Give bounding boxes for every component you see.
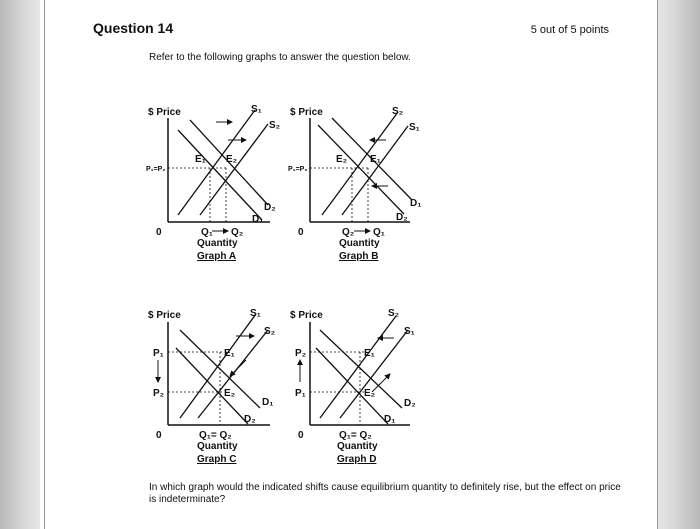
graph-d-quantity-axis: Quantity	[337, 441, 378, 452]
graph-d-d2-label: D₂	[404, 398, 416, 409]
graph-b-e2-label: E₂	[336, 154, 348, 165]
graph-b-d2-label: D₂	[396, 212, 408, 223]
graph-b-caption: Graph B	[339, 251, 379, 262]
graph-a-quantity-axis: Quantity	[197, 238, 238, 249]
graph-a-d2-label: D₂	[264, 202, 276, 213]
question-title: Question 14	[93, 20, 174, 36]
graph-a-s2-label: S₂	[269, 120, 281, 131]
graph-b-q2-label: Q₂	[342, 227, 355, 238]
graph-a-s1-label: S₁	[251, 104, 262, 115]
graph-a-q1-label: Q₁	[201, 227, 213, 238]
graph-a-price-axis: $ Price	[148, 107, 181, 118]
graph-d-p2-label: P₂	[295, 348, 307, 359]
graph-b-s1-label: S₁	[409, 122, 420, 133]
graph-d-caption: Graph D	[337, 454, 377, 465]
graph-a-origin: 0	[156, 227, 162, 238]
graph-d-quantity-label: Q₁= Q₂	[339, 430, 372, 441]
graph-b-d2-curve	[318, 125, 404, 214]
graph-d-d1-label: D₁	[384, 414, 396, 425]
graph-c-s2-label: S₂	[264, 326, 276, 337]
graph-b-s2-label: S₂	[392, 106, 404, 117]
graph-c-s1-curve	[180, 314, 256, 418]
graph-b-d1-label: D₁	[410, 198, 422, 209]
graph-b-q1-label: Q₁	[373, 227, 385, 238]
graph-a-e1-label: E₁	[195, 154, 206, 165]
graph-a-price-label: P₁=P₂	[146, 166, 166, 173]
graph-d-s2-label: S₂	[388, 308, 400, 319]
graph-b-s2-curve	[322, 112, 398, 215]
graph-a	[146, 104, 280, 262]
question-points: 5 out of 5 points	[530, 24, 609, 36]
graph-c-p2-label: P₂	[153, 388, 165, 399]
graph-d-d1-curve	[316, 348, 388, 424]
graph-c-quantity-axis: Quantity	[197, 441, 238, 452]
graph-c-d1-label: D₁	[262, 397, 274, 408]
graph-a-caption: Graph A	[197, 251, 237, 262]
graph-a-q2-label: Q₂	[231, 227, 244, 238]
graph-c-e2-label: E₂	[224, 388, 236, 399]
graph-c-quantity-label: Q₁= Q₂	[199, 430, 232, 441]
graph-d-e2-label: E₂	[364, 388, 376, 399]
graph-c-origin: 0	[156, 430, 162, 441]
graph-d-s1-label: S₁	[404, 326, 415, 337]
graph-c	[148, 308, 275, 465]
graph-b	[288, 106, 421, 262]
graph-b-origin: 0	[298, 227, 304, 238]
question-text: In which graph would the indicated shifts cause equilibrium quantity to definitely rise, but the effect on price is indeterminate?	[149, 482, 621, 505]
graph-c-price-axis: $ Price	[148, 310, 181, 321]
graph-b-price-axis: $ Price	[290, 107, 323, 118]
graph-c-s1-label: S₁	[250, 308, 261, 319]
graph-b-price-label: P₁=P₂	[288, 166, 308, 173]
graph-a-d1-curve	[178, 130, 262, 220]
graph-b-quantity-axis: Quantity	[339, 238, 380, 249]
graph-c-e1-label: E₁	[224, 348, 235, 359]
graph-c-p1-label: P₁	[153, 348, 164, 359]
graph-d-origin: 0	[298, 430, 304, 441]
graph-b-e1-label: E₁	[370, 154, 381, 165]
graph-d-p1-label: P₁	[295, 388, 306, 399]
graph-d-e1-label: E₁	[364, 348, 375, 359]
graph-d-price-axis: $ Price	[290, 310, 323, 321]
graph-d	[290, 308, 416, 465]
graph-a-d1-label: D₁	[252, 214, 264, 225]
graph-c-caption: Graph C	[197, 454, 237, 465]
graph-c-d2-label: D₂	[244, 414, 256, 425]
graph-a-e2-label: E₂	[226, 154, 238, 165]
question-intro: Refer to the following graphs to answer the question below.	[149, 52, 411, 63]
